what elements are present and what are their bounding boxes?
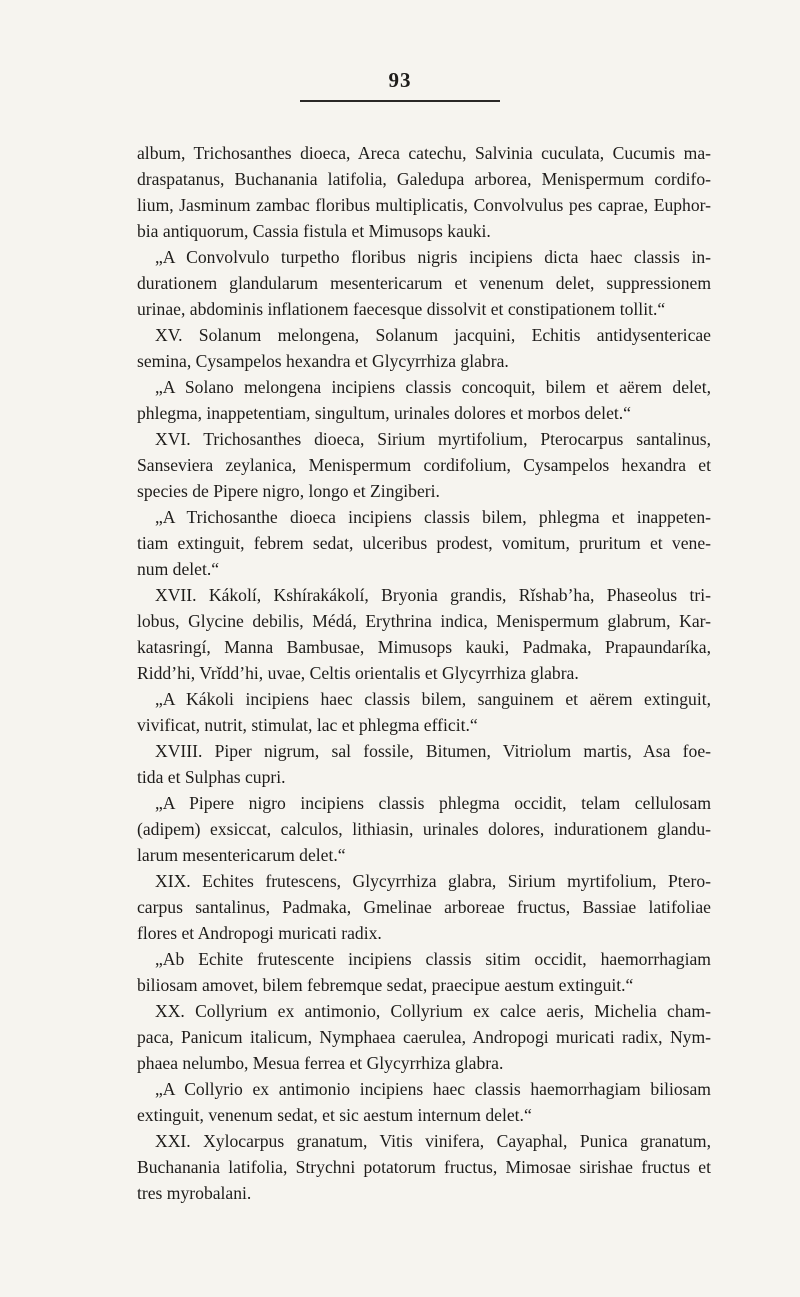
text-line: Ridd’hi, Vrǐdd’hi, uvae, Celtis orientalis et Glycyrrhiza glabra.: [137, 663, 579, 683]
text-line: „A Solano melongena incipiens classis concoquit, bilem et aërem delet,: [155, 377, 711, 397]
text-line: „Ab Echite frutescente incipiens classis sitim occidit, haemorrhagiam: [155, 949, 711, 969]
header-rule: [300, 100, 500, 102]
text-line: XX. Collyrium ex antimonio, Collyrium ex calce aeris, Michelia cham-: [155, 1001, 711, 1021]
text-line: XVII. Kákolí, Kshírakákolí, Bryonia grandis, Rǐshab’ha, Phaseolus tri-: [155, 585, 711, 605]
text-line: species de Pipere nigro, longo et Zingiberi.: [137, 481, 440, 501]
text-line: lium, Jasminum zambac floribus multiplicatis, Convolvulus pes caprae, Euphor-: [137, 195, 711, 215]
text-line: carpus santalinus, Padmaka, Gmelinae arboreae fructus, Bassiae latifoliae: [137, 897, 711, 917]
text-line: bia antiquorum, Cassia fistula et Mimusops kauki.: [137, 221, 491, 241]
text-line: XVI. Trichosanthes dioeca, Sirium myrtifolium, Pterocarpus santalinus,: [155, 429, 711, 449]
text-line: urinae, abdominis inflationem faecesque dissolvit et constipationem tollit.“: [137, 299, 666, 319]
body-text: [137, 140, 711, 1206]
text-line: „A Kákoli incipiens haec classis bilem, sanguinem et aërem extinguit,: [155, 689, 711, 709]
text-line: „A Collyrio ex antimonio incipiens haec classis haemorrhagiam biliosam: [155, 1079, 711, 1099]
text-line: XV. Solanum melongena, Solanum jacquini, Echitis antidysentericae: [155, 325, 711, 345]
text-line: tres myrobalani.: [137, 1183, 252, 1203]
text-line: paca, Panicum italicum, Nymphaea caerulea, Andropogi muricati radix, Nym-: [137, 1027, 711, 1047]
text-line: draspatanus, Buchanania latifolia, Galedupa arborea, Menispermum cordifo-: [137, 169, 711, 189]
text-line: num delet.“: [137, 559, 220, 579]
text-line: XIX. Echites frutescens, Glycyrrhiza glabra, Sirium myrtifolium, Ptero-: [155, 871, 711, 891]
page-number: 93: [388, 68, 412, 92]
text-line: „A Pipere nigro incipiens classis phlegma occidit, telam cellulosam: [155, 793, 711, 813]
text-line: XXI. Xylocarpus granatum, Vitis vinifera, Cayaphal, Punica granatum,: [155, 1131, 711, 1151]
text-line: XVIII. Piper nigrum, sal fossile, Bitumen, Vitriolum martis, Asa foe-: [155, 741, 711, 761]
text-line: lobus, Glycine debilis, Médá, Erythrina indica, Menispermum glabrum, Kar-: [137, 611, 711, 631]
text-line: „A Trichosanthe dioeca incipiens classis bilem, phlegma et inappeten-: [155, 507, 711, 527]
text-line: flores et Andropogi muricati radix.: [137, 923, 382, 943]
text-line: album, Trichosanthes dioeca, Areca catechu, Salvinia cuculata, Cucumis ma-: [137, 143, 711, 163]
text-line: Buchanania latifolia, Strychni potatorum fructus, Mimosae sirishae fructus et: [137, 1157, 711, 1177]
text-line: biliosam amovet, bilem febremque sedat, praecipue aestum extinguit.“: [137, 975, 634, 995]
text-line: extinguit, venenum sedat, et sic aestum internum delet.“: [137, 1105, 532, 1125]
text-line: tida et Sulphas cupri.: [137, 767, 286, 787]
text-line: phaea nelumbo, Mesua ferrea et Glycyrrhiza glabra.: [137, 1053, 504, 1073]
text-line: „A Convolvulo turpetho floribus nigris incipiens dicta haec classis in-: [155, 247, 711, 267]
text-line: semina, Cysampelos hexandra et Glycyrrhiza glabra.: [137, 351, 509, 371]
text-line: Sanseviera zeylanica, Menispermum cordifolium, Cysampelos hexandra et: [137, 455, 711, 475]
text-line: phlegma, inappetentiam, singultum, urinales dolores et morbos delet.“: [137, 403, 631, 423]
text-line: katasringí, Manna Bambusae, Mimusops kauki, Padmaka, Prapaundaríka,: [137, 637, 711, 657]
text-line: vivificat, nutrit, stimulat, lac et phlegma efficit.“: [137, 715, 478, 735]
text-line: (adipem) exsiccat, calculos, lithiasin, urinales dolores, indurationem glandu-: [137, 819, 711, 839]
text-line: durationem glandularum mesentericarum et venenum delet, suppressionem: [137, 273, 711, 293]
text-line: larum mesentericarum delet.“: [137, 845, 346, 865]
text-line: tiam extinguit, febrem sedat, ulceribus prodest, vomitum, pruritum et vene-: [137, 533, 711, 553]
